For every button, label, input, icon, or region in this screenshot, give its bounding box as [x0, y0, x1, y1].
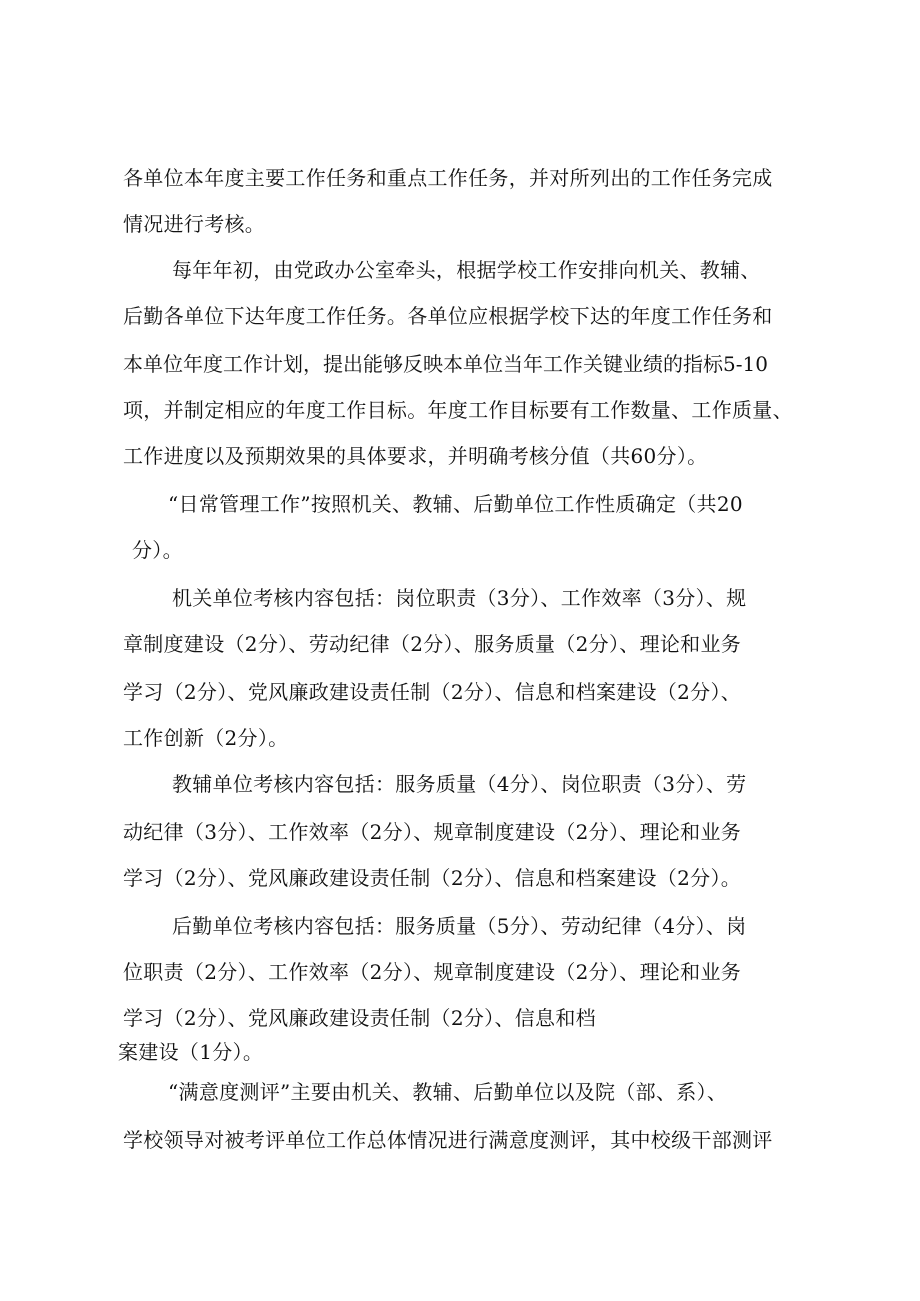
- paragraph-line: 各单位本年度主要工作任务和重点工作任务，并对所列出的工作任务完成: [123, 166, 773, 190]
- paragraph-line: 位职责（2分）、工作效率（2分）、规章制度建设（2分）、理论和业务: [123, 960, 742, 984]
- paragraph-line: 机关单位考核内容包括：岗位职责（3分）、工作效率（3分）、规: [172, 586, 747, 610]
- paragraph-line: 学习（2分）、党风廉政建设责任制（2分）、信息和档案建设（2分）、: [123, 680, 742, 704]
- paragraph-line: 每年年初，由党政办公室牵头，根据学校工作安排向机关、教辅、: [172, 258, 761, 282]
- paragraph-line: 分）。: [132, 538, 183, 562]
- paragraph-line: 工作创新（2分）。: [123, 726, 289, 750]
- paragraph-line: 学校领导对被考评单位工作总体情况进行满意度测评，其中校级干部测评: [123, 1128, 773, 1152]
- paragraph-line: 学习（2分）、党风廉政建设责任制（2分）、信息和档: [123, 1006, 596, 1030]
- paragraph-line: 章制度建设（2分）、劳动纪律（2分）、服务质量（2分）、理论和业务: [123, 632, 742, 656]
- paragraph-line: 教辅单位考核内容包括：服务质量（4分）、岗位职责（3分）、劳: [172, 772, 747, 796]
- paragraph-line: 动纪律（3分）、工作效率（2分）、规章制度建设（2分）、理论和业务: [123, 820, 742, 844]
- paragraph-line: “日常管理工作”按照机关、教辅、后勤单位工作性质确定（共20: [168, 492, 743, 516]
- paragraph-line: 工作进度以及预期效果的具体要求，并明确考核分值（共60分）。: [123, 444, 708, 468]
- paragraph-line: 本单位年度工作计划，提出能够反映本单位当年工作关键业绩的指标5-10: [123, 352, 768, 376]
- paragraph-line: “满意度测评”主要由机关、教辅、后勤单位以及院（部、系）、: [168, 1080, 728, 1104]
- paragraph-line: 后勤各单位下达年度工作任务。各单位应根据学校下达的年度工作任务和: [123, 304, 773, 328]
- paragraph-line: 学习（2分）、党风廉政建设责任制（2分）、信息和档案建设（2分）。: [123, 866, 742, 890]
- paragraph-line: 情况进行考核。: [123, 212, 266, 236]
- paragraph-line: 项，并制定相应的年度工作目标。年度工作目标要有工作数量、工作质量、: [123, 398, 793, 422]
- paragraph-line: 案建设（1分）。: [118, 1040, 264, 1064]
- paragraph-line: 后勤单位考核内容包括：服务质量（5分）、劳动纪律（4分）、岗: [172, 914, 747, 938]
